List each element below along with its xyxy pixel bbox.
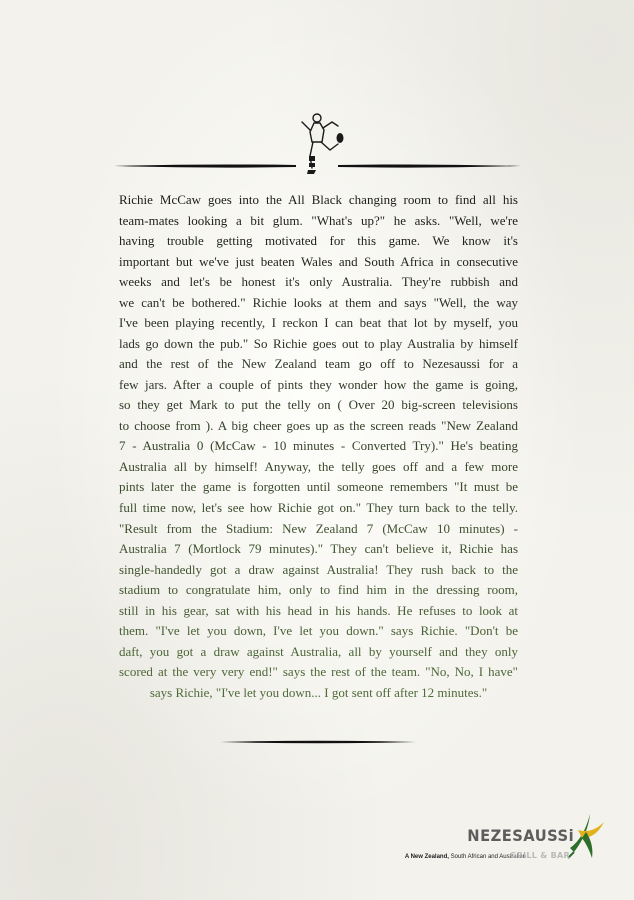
story-line: "Result from the Stadium: New Zealand 7 (McCaw 10 minutes) - — [119, 520, 518, 536]
story-line: Australia 7 (Mortlock 79 minutes)." They can't believe it, Richie has — [119, 541, 518, 557]
story-line: still in his gear, sat with his head in his hands. He refuses to look at — [119, 602, 518, 618]
story-line: daft, you got a draw against Australia, all by yourself and they only — [119, 643, 518, 659]
story-line: single-handedly got a draw against Australia! They rush back to the — [119, 561, 518, 577]
story-last-line: says Richie, "I've let you down... I got sent off after 12 minutes." — [149, 684, 488, 700]
story-line: Australia all by himself! Anyway, the telly goes off and a few more — [119, 458, 518, 474]
brand-tagline — [405, 854, 526, 860]
story-text — [119, 190, 518, 703]
brand-name: NEZESAUSSi — [467, 826, 574, 845]
story-line: few jars. After a couple of pints they wonder how the game is going, — [119, 376, 518, 392]
story-line: lads go down the pub." So Richie goes out to play Australia by himself — [119, 335, 518, 351]
story-line: I've been playing recently, I reckon I can beat that lot by myself, you — [119, 315, 518, 331]
divider-rule-left — [114, 164, 296, 168]
divider-rule-bottom — [220, 740, 416, 744]
story-line: them. "I've let you down, I've let you down." says Richie. "Don't be — [119, 623, 518, 639]
story-line: Richie McCaw goes into the All Black changing room to find all his — [119, 192, 518, 207]
story-line: we can't be bothered." Richie looks at them and says "Well, the way — [119, 294, 518, 310]
story-line: weeks and let's be honest it's only Australia. They're rubbish and — [119, 274, 518, 290]
brand-logo — [380, 808, 610, 874]
story-line: to choose from ). A big cheer goes up as the screen reads "New Zealand — [119, 417, 518, 433]
brand-subtitle: GRILL & BAR — [509, 851, 570, 860]
story-line: stadium to congratulate him, only to find him in the dressing room, — [119, 582, 518, 598]
story-line: having trouble getting motivated for this game. We know it's — [119, 233, 518, 249]
brand-tagline-rest: South African and Australian — [448, 854, 526, 860]
story-line: 7 - Australia 0 (McCaw - 10 minutes - Converted Try)." He's beating — [119, 438, 518, 454]
story-line: and the rest of the New Zealand team go off to Nezesaussi for a — [119, 356, 518, 372]
divider-rule-right — [338, 164, 521, 168]
story-line: so they get Mark to put the telly on ( Over 20 big-screen televisions — [119, 397, 518, 413]
story-line: full time now, let's see how Richie got on." They turn back to the telly. — [119, 499, 518, 515]
story-line: pints later the game is forgotten until someone remembers "It must be — [119, 479, 518, 495]
story-line: important but we've just beaten Wales and South Africa in consecutive — [119, 253, 518, 269]
story-line: team-mates looking a bit glum. "What's up?" he asks. "Well, we're — [119, 212, 518, 228]
story-line: scored at the very very end!" says the rest of the team. "No, No, I have" — [119, 664, 518, 680]
brand-tagline-bold: A New Zealand, — [404, 854, 449, 860]
